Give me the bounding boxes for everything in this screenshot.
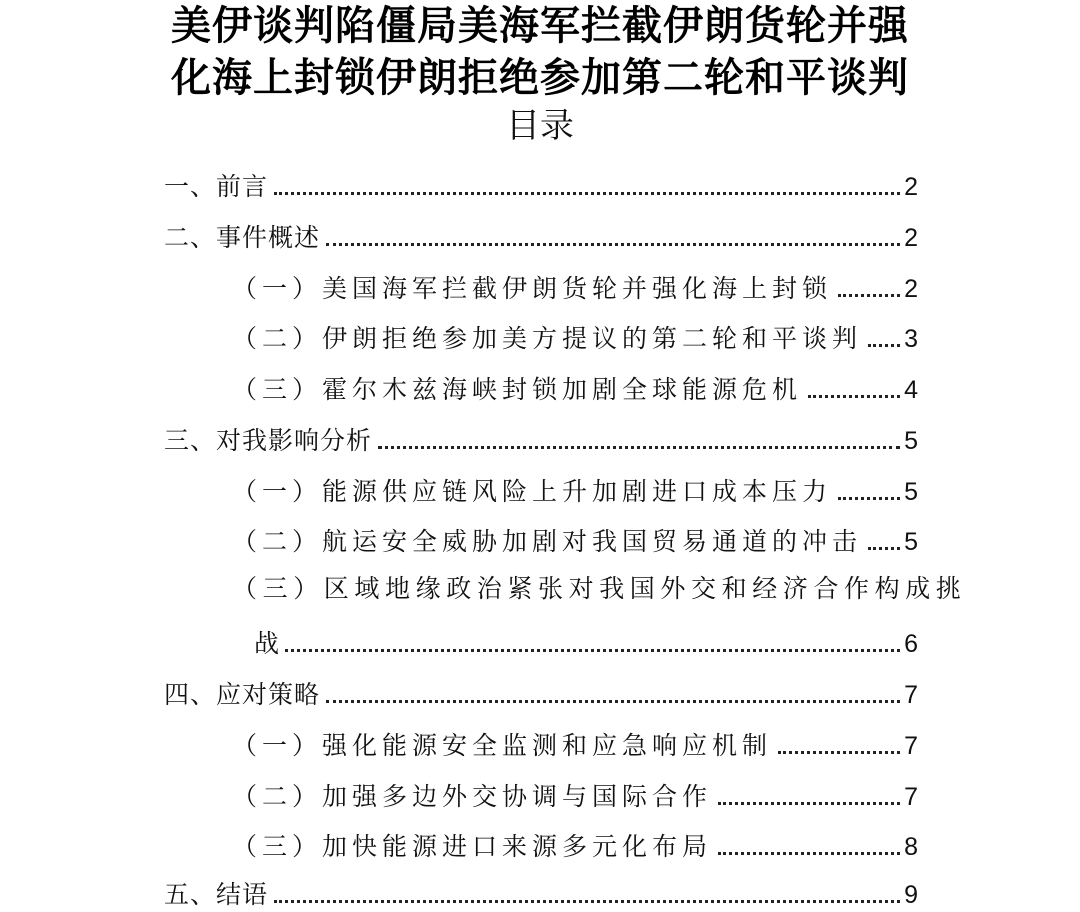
toc-entry-strategy-1[interactable] bbox=[232, 727, 918, 761]
dot-leader bbox=[274, 192, 900, 195]
toc-entry-impact-1[interactable] bbox=[232, 473, 918, 507]
toc-entry-impact-2[interactable] bbox=[232, 523, 918, 557]
toc-entry-impact-3[interactable] bbox=[254, 625, 918, 659]
document-title-line-1: 美伊谈判陷僵局美海军拦截伊朗货轮并强 bbox=[171, 2, 909, 49]
dot-leader bbox=[378, 446, 900, 449]
toc-page-number: 7 bbox=[904, 783, 918, 811]
toc-entry-strategy-2[interactable] bbox=[232, 778, 918, 812]
dot-leader bbox=[326, 243, 900, 246]
toc-entry-label: 二、事件概述 bbox=[164, 223, 321, 252]
dot-leader bbox=[838, 497, 900, 500]
toc-entry-preface[interactable] bbox=[164, 168, 918, 202]
toc-entry-label: 五、结语 bbox=[164, 880, 269, 909]
toc-entry-strategy[interactable] bbox=[164, 676, 918, 710]
toc-page-number: 4 bbox=[904, 376, 918, 404]
dot-leader bbox=[274, 900, 900, 903]
toc-page-number: 2 bbox=[904, 173, 918, 201]
dot-leader bbox=[808, 395, 900, 398]
toc-entry-label: 三、对我影响分析 bbox=[164, 426, 373, 455]
toc-page-number: 5 bbox=[904, 427, 918, 455]
toc-page-number: 8 bbox=[904, 833, 918, 861]
toc-entry-strategy-3[interactable] bbox=[232, 828, 918, 862]
toc-entry-label: （一）能源供应链风险上升加剧进口成本压力 bbox=[232, 477, 833, 506]
dot-leader bbox=[868, 547, 900, 550]
toc-entry-label: （二）加强多边外交协调与国际合作 bbox=[232, 782, 713, 811]
document-title-line-2: 化海上封锁伊朗拒绝参加第二轮和平谈判 bbox=[171, 54, 909, 101]
toc-entry-impact-3-line-1[interactable]: （三）区域地缘政治紧张对我国外交和经济合作构成挑 bbox=[232, 574, 967, 603]
toc-heading: 目录 bbox=[506, 106, 574, 146]
toc-page-number: 2 bbox=[904, 275, 918, 303]
toc-page-number: 3 bbox=[904, 325, 918, 353]
toc-page-number: 7 bbox=[904, 732, 918, 760]
toc-entry-conclusion[interactable] bbox=[164, 876, 918, 910]
dot-leader bbox=[285, 649, 900, 652]
dot-leader bbox=[326, 700, 900, 703]
toc-page-number: 5 bbox=[904, 528, 918, 556]
toc-entry-label: （三）霍尔木兹海峡封锁加剧全球能源危机 bbox=[232, 375, 803, 404]
toc-entry-label: （二）航运安全威胁加剧对我国贸易通道的冲击 bbox=[232, 527, 863, 556]
dot-leader bbox=[838, 294, 900, 297]
toc-entry-label: （二）伊朗拒绝参加美方提议的第二轮和平谈判 bbox=[232, 324, 863, 353]
dot-leader bbox=[868, 344, 900, 347]
toc-entry-impact[interactable] bbox=[164, 422, 918, 456]
toc-entry-label: （一）美国海军拦截伊朗货轮并强化海上封锁 bbox=[232, 274, 833, 303]
toc-entry-label: 一、前言 bbox=[164, 172, 269, 201]
toc-entry-overview-1[interactable] bbox=[232, 270, 918, 304]
toc-page-number: 6 bbox=[904, 630, 918, 658]
toc-entry-label: 战 bbox=[254, 629, 280, 658]
toc-page-number: 7 bbox=[904, 681, 918, 709]
dot-leader bbox=[718, 802, 900, 805]
dot-leader bbox=[778, 751, 900, 754]
dot-leader bbox=[718, 852, 900, 855]
toc-entry-label: （三）加快能源进口来源多元化布局 bbox=[232, 832, 713, 861]
toc-page-number: 2 bbox=[904, 224, 918, 252]
toc-entry-overview[interactable] bbox=[164, 219, 918, 253]
toc-page-number: 5 bbox=[904, 478, 918, 506]
toc-entry-label: 四、应对策略 bbox=[164, 680, 321, 709]
toc-entry-overview-2[interactable] bbox=[232, 320, 918, 354]
toc-entry-label: （一）强化能源安全监测和应急响应机制 bbox=[232, 731, 773, 760]
toc-entry-overview-3[interactable] bbox=[232, 371, 918, 405]
toc-page-number: 9 bbox=[904, 881, 918, 909]
